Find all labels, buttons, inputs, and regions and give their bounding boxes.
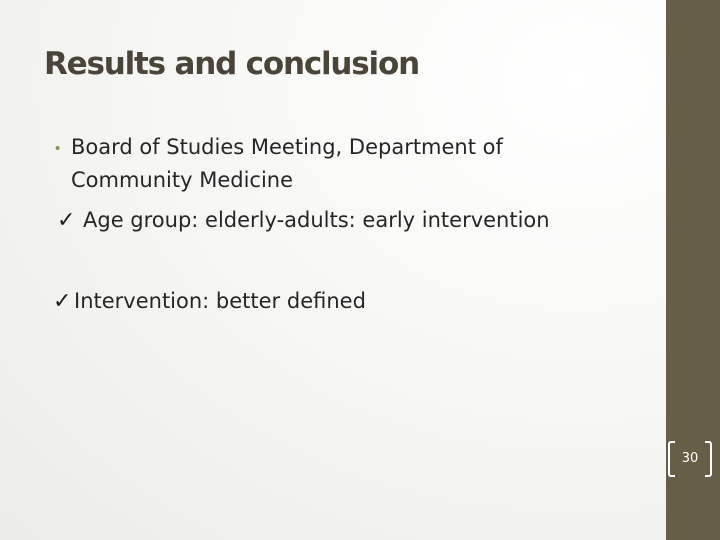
checkmark-icon: ✓ [53,288,72,313]
page-number-box [668,441,712,477]
bullet-dot-icon: • [55,140,61,157]
slide-title: Results and conclusion [44,46,419,82]
bullet-text-intervention: Intervention: better defined [74,289,366,313]
checkmark-icon: ✓ [57,207,76,232]
right-bracket-icon [705,441,712,477]
bullet-text-line2: Community Medicine [71,168,294,192]
page-number: 30 [681,451,699,466]
bullet-text-line1: Board of Studies Meeting, Department of [71,135,503,159]
bullet-text-age-group: Age group: elderly-adults: early intervention [83,208,550,232]
left-bracket-icon [668,441,675,477]
